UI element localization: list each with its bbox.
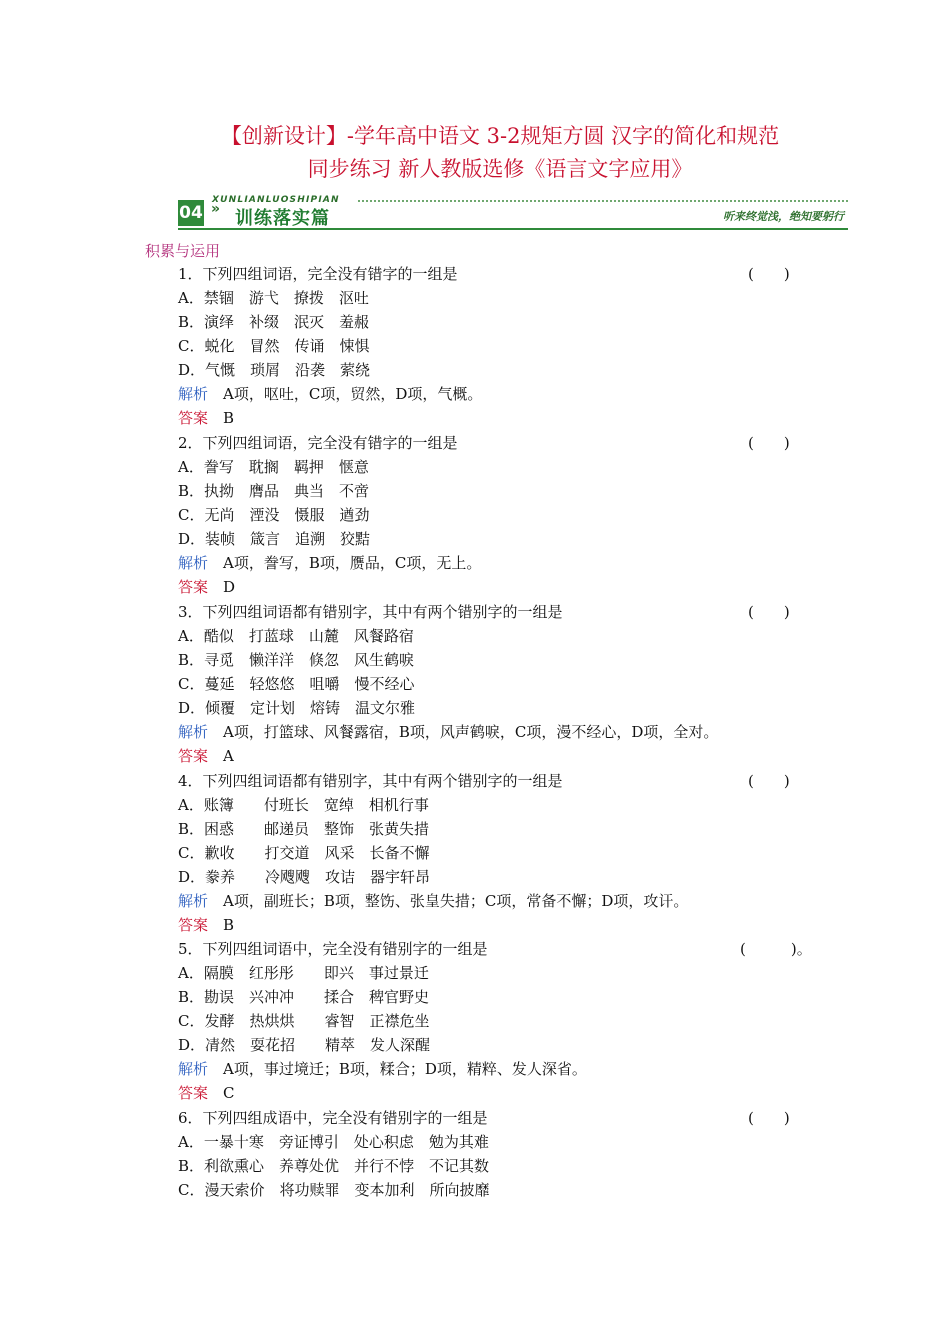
question-stem: 3．下列四组词语都有错别字，其中有两个错别字的一组是 [178,603,563,621]
option-b: B．寻觅 懒洋洋 倏忽 风生鹤唳 [178,651,415,669]
option-a: A．禁锢 游弋 撩拨 沤吐 [178,289,369,307]
option-b: B．利欲熏心 养尊处优 并行不悖 不记其数 [178,1157,490,1175]
option-d: D．倾覆 定计划 熔铸 温文尔雅 [178,699,416,717]
analysis-tag: 解析 [178,892,209,910]
answer-tag: 答案 [178,747,209,765]
option-c: C．无尚 湮没 慑服 遒劲 [178,506,370,524]
section-heading: 积累与运用 [145,242,221,260]
answer-blank: ( ) [748,434,790,452]
analysis-line [178,891,688,911]
analysis-tag: 解析 [178,385,209,403]
answer-line [178,746,234,766]
answer-text: A [208,747,234,765]
banner-slogan: 听来终觉浅，绝知要躬行 [723,210,844,223]
banner-label: 训练落实篇 [235,208,330,229]
answer-line [178,577,235,597]
option-c: C．蔓延 轻悠悠 咀嚼 慢不经心 [178,675,415,693]
analysis-line [178,722,718,742]
option-d: D．气慨 琐屑 沿袭 萦绕 [178,361,371,379]
option-c: C．蜕化 冒然 传诵 悚惧 [178,337,370,355]
answer-tag: 答案 [178,578,209,596]
answer-tag: 答案 [178,409,209,427]
answer-blank: ( ) [748,1109,790,1127]
analysis-tag: 解析 [178,1060,209,1078]
title-line-2: 同步练习 新人教版选修《语言文字应用》 [307,157,693,181]
option-a: A．隔膜 红彤彤 即兴 事过景迁 [178,964,429,982]
banner-pinyin: XUNLIANLUOSHIPIAN [212,195,340,205]
option-c: C．歉收 打交道 风采 长备不懈 [178,844,430,862]
question-stem: 2．下列四组词语，完全没有错字的一组是 [178,434,458,452]
analysis-line [178,553,481,573]
analysis-text: A项，呕吐，C项，贸然，D项，气概。 [208,385,483,403]
option-c: C．漫天索价 将功赎罪 变本加利 所向披靡 [178,1181,490,1199]
option-d: D．豢养 冷飕飕 攻诘 器宇轩昂 [178,868,431,886]
title-line-1: 【创新设计】-学年高中语文 3-2规矩方圆 汉字的简化和规范 [220,124,780,148]
analysis-tag: 解析 [178,723,209,741]
option-a: A．账簿 付班长 宽绰 相机行事 [178,796,429,814]
answer-text: B [208,916,235,934]
answer-text: B [208,409,235,427]
question-stem: 4．下列四组词语都有错别字，其中有两个错别字的一组是 [178,772,563,790]
banner-rule [178,228,848,230]
question-stem: 1．下列四组词语，完全没有错字的一组是 [178,265,458,283]
analysis-text: A项，誊写，B项，赝品，C项，无上。 [208,554,482,572]
analysis-line [178,1059,587,1079]
analysis-text: A项，副班长；B项，整饬、张皇失措；C项，常备不懈；D项，攻讦。 [208,892,689,910]
option-c: C．发酵 热烘烘 睿智 正襟危坐 [178,1012,430,1030]
banner-number: 04 [178,200,204,226]
answer-text: D [208,578,236,596]
option-d: D．装帧 箴言 追溯 狡黠 [178,530,371,548]
answer-tag: 答案 [178,916,209,934]
double-chevron-icon: » [211,201,221,217]
answer-line [178,915,234,935]
banner-dotted-line [358,200,848,202]
option-b: B．勘误 兴冲冲 揉合 稗官野史 [178,988,430,1006]
analysis-text: A项，事过境迁；B项，糅合；D项，精粹、发人深省。 [208,1060,587,1078]
analysis-tag: 解析 [178,554,209,572]
answer-line [178,408,234,428]
question-stem: 6．下列四组成语中，完全没有错别字的一组是 [178,1109,488,1127]
answer-blank: ( )。 [740,940,812,958]
analysis-line [178,384,482,404]
answer-blank: ( ) [748,265,790,283]
option-b: B．演绎 补缀 泯灭 羞赧 [178,313,370,331]
option-b: B．执拗 膺品 典当 不啻 [178,482,370,500]
section-banner [178,196,848,232]
option-b: B．困惑 邮递员 整饰 张黄失措 [178,820,430,838]
option-a: A．一暴十寒 旁证博引 处心积虑 勉为其难 [178,1133,489,1151]
answer-tag: 答案 [178,1084,209,1102]
answer-line [178,1083,235,1103]
option-a: A．誊写 耽搁 羁押 惬意 [178,458,369,476]
analysis-text: A项，打篮球、风餐露宿，B项，风声鹤唳，C项，漫不经心，D项，全对。 [208,723,719,741]
answer-blank: ( ) [748,772,790,790]
option-a: A．酷似 打蓝球 山麓 风餐路宿 [178,627,414,645]
answer-blank: ( ) [748,603,790,621]
option-d: D．凊然 耍花招 精萃 发人深醒 [178,1036,431,1054]
question-stem: 5．下列四组词语中，完全没有错别字的一组是 [178,940,488,958]
answer-text: C [208,1084,235,1102]
